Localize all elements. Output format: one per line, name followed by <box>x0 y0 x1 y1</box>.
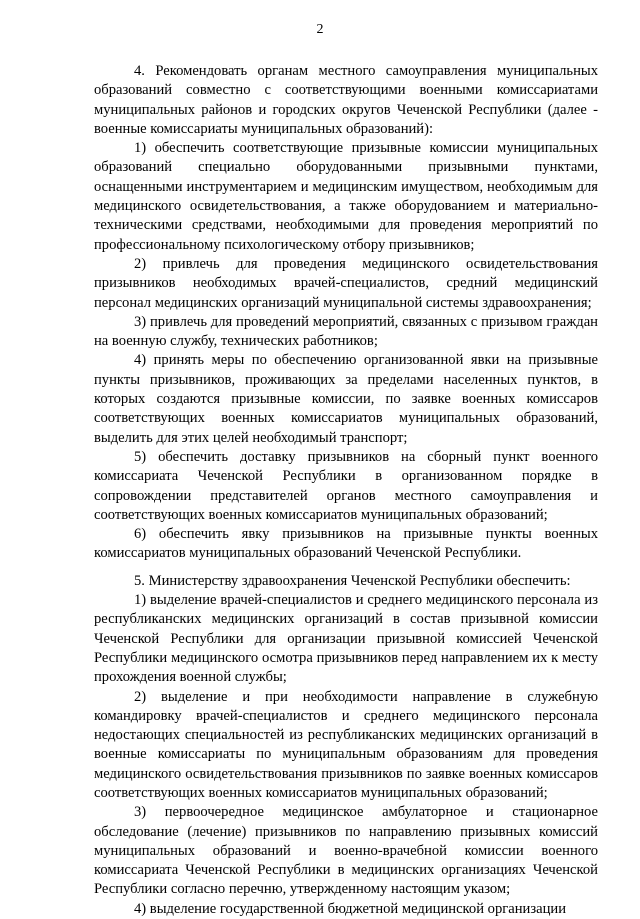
paragraph-4-item-6: 6) обеспечить явку призывников на призывные пункты военных комиссариатов муниципальных образований Чеченской Республики. <box>94 526 598 562</box>
paragraph-4-item-3: 3) привлечь для проведений мероприятий, связанных с призывом граждан на военную службу, технических работников; <box>94 313 598 350</box>
paragraph-5-intro: 5. Министерству здравоохранения Чеченской Республики обеспечить: <box>134 572 571 589</box>
page-number: 2 <box>316 22 324 37</box>
paragraph-4-intro: 4. Рекомендовать органам местного самоуправления муниципальных образований совместно с соответствующими военными комиссариатами муниципальных районов и городских округов Чеченской Республики (далее - военные комиссариаты муниципальных образований): <box>94 63 598 137</box>
paragraph-4-item-5: 5) обеспечить доставку призывников на сборный пункт военного комиссариата Чеченской Республики в организованном порядке в сопровождении представителей органов местного самоуправления и соответствующих военных комиссариатов муниципальных образований; <box>94 448 598 523</box>
document-body <box>94 62 598 919</box>
paragraph-4-item-2: 2) привлечь для проведения медицинского освидетельствования призывников необходимых врачей-специалистов, средний медицинский персонал медицинских организаций муниципальной системы здравоохранения; <box>94 255 598 311</box>
paragraph-4-item-4: 4) принять меры по обеспечению организованной явки на призывные пункты призывников, проживающих за пределами населенных пунктов, в которых создаются призывные комиссии, по заявке военных комиссаров соответствующих военных комиссариатов муниципальных образований, выделить для этих целей необходимый транспорт; <box>94 352 598 446</box>
paragraph-5-item-4: 4) выделение государственной бюджетной медицинской организации <box>134 900 567 917</box>
paragraph-5-item-3: 3) первоочередное медицинское амбулаторное и стационарное обследование (лечение) призывников по направлению призывных комиссий муниципальных образований и военно-врачебной комиссии военного комиссариата Чеченской Республики в медицинских организациях Чеченской Республики согласно перечню, утвержденному настоящим указом; <box>94 804 598 898</box>
paragraph-5-item-1: 1) выделение врачей-специалистов и среднего медицинского персонала из республиканских медицинских организаций в состав призывной комиссии Чеченской Республики для организации призывной комиссией Чеченской Республики медицинского осмотра призывников перед направлением их к месту прохождения военной службы; <box>94 592 598 686</box>
paragraph-5-item-2: 2) выделение и при необходимости направление в служебную командировку врачей-специалистов и среднего медицинского персонала недостающих специальностей из республиканских медицинских организаций в военные комиссариаты по муниципальным образованиям для проведения медицинского освидетельствования призывников по заявке военных комиссаров соответствующих военных комиссариатов муниципальных образований; <box>94 688 598 801</box>
paragraph-4-item-1: 1) обеспечить соответствующие призывные комиссии муниципальных образований специально оборудованными призывными пунктами, оснащенными инструментарием и медицинским имуществом, необходимым для медицинского освидетельствования, а также оборудованием и материально-техническими средствами, необходимыми для проведения мероприятий по профессиональному психологическому отбору призывников; <box>94 140 598 253</box>
